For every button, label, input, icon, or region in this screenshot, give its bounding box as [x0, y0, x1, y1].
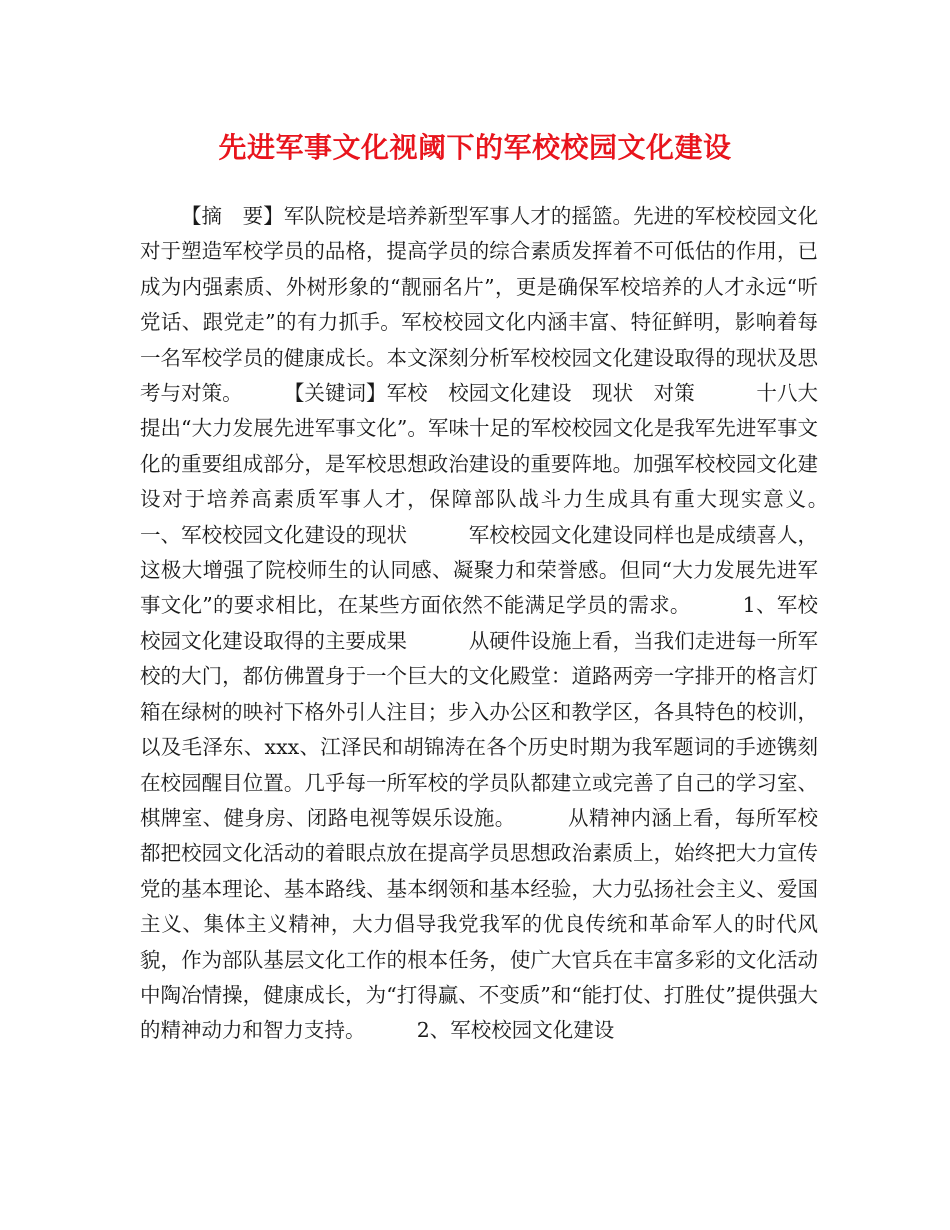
document-title: 先进军事文化视阈下的军校校园文化建设 — [218, 131, 732, 164]
document-body-paragraph: 【摘 要】军队院校是培养新型军事人才的摇篮。先进的军校校园文化对于塑造军校学员的品格，提高学员的综合素质发挥着不可低估的作用，已成为内强素质、外树形象的“靓丽名片”，更是确保军校培养的人才永远“听党话、跟党走”的有力抓手。军校校园文化内涵丰富、特征鲜明，影响着每一名军校学员的健康成长。本文深刻分析军校校园文化建设取得的现状及思考与对策。 【关键词】军校 校园文化建设 现状 对策 十八大提出“大力发展先进军事文化”。军味十足的军校校园文化是我军先进军事文化的重要组成部分，是军校思想政治建设的重要阵地。加强军校校园文化建设对于培养高素质军事人才，保障部队战斗力生成具有重大现实意义。 一、军校校园文化建设的现状 军校校园文化建设同样也是成绩喜人，这极大增强了院校师生的认同感、凝聚力和荣誉感。但同“大力发展先进军事文化”的要求相比，在某些方面依然不能满足学员的需求。 1、军校校园文化建设取得的主要成果 从硬件设施上看，当我们走进每一所军校的大门，都仿佛置身于一个巨大的文化殿堂：道路两旁一字排开的格言灯箱在绿树的映衬下格外引人注目；步入办公区和教学区，各具特色的校训，以及毛泽东、xxx、江泽民和胡锦涛在各个历史时期为我军题词的手迹镌刻在校园醒目位置。几乎每一所军校的学员队都建立或完善了自己的学习室、棋牌室、健身房、闭路电视等娱乐设施。 从精神内涵上看，每所军校都把校园文化活动的着眼点放在提高学员思想政治素质上，始终把大力宣传党的基本理论、基本路线、基本纲领和基本经验，大力弘扬社会主义、爱国主义、集体主义精神，大力倡导我党我军的优良传统和革命军人的时代风貌，作为部队基层文化工作的根本任务，使广大官兵在丰富多彩的文化活动中陶冶情操，健康成长，为“打得赢、不变质”和“能打仗、打胜仗”提供强大的精神动力和智力支持。 2、军校校园文化建设 — [140, 204, 880, 1043]
